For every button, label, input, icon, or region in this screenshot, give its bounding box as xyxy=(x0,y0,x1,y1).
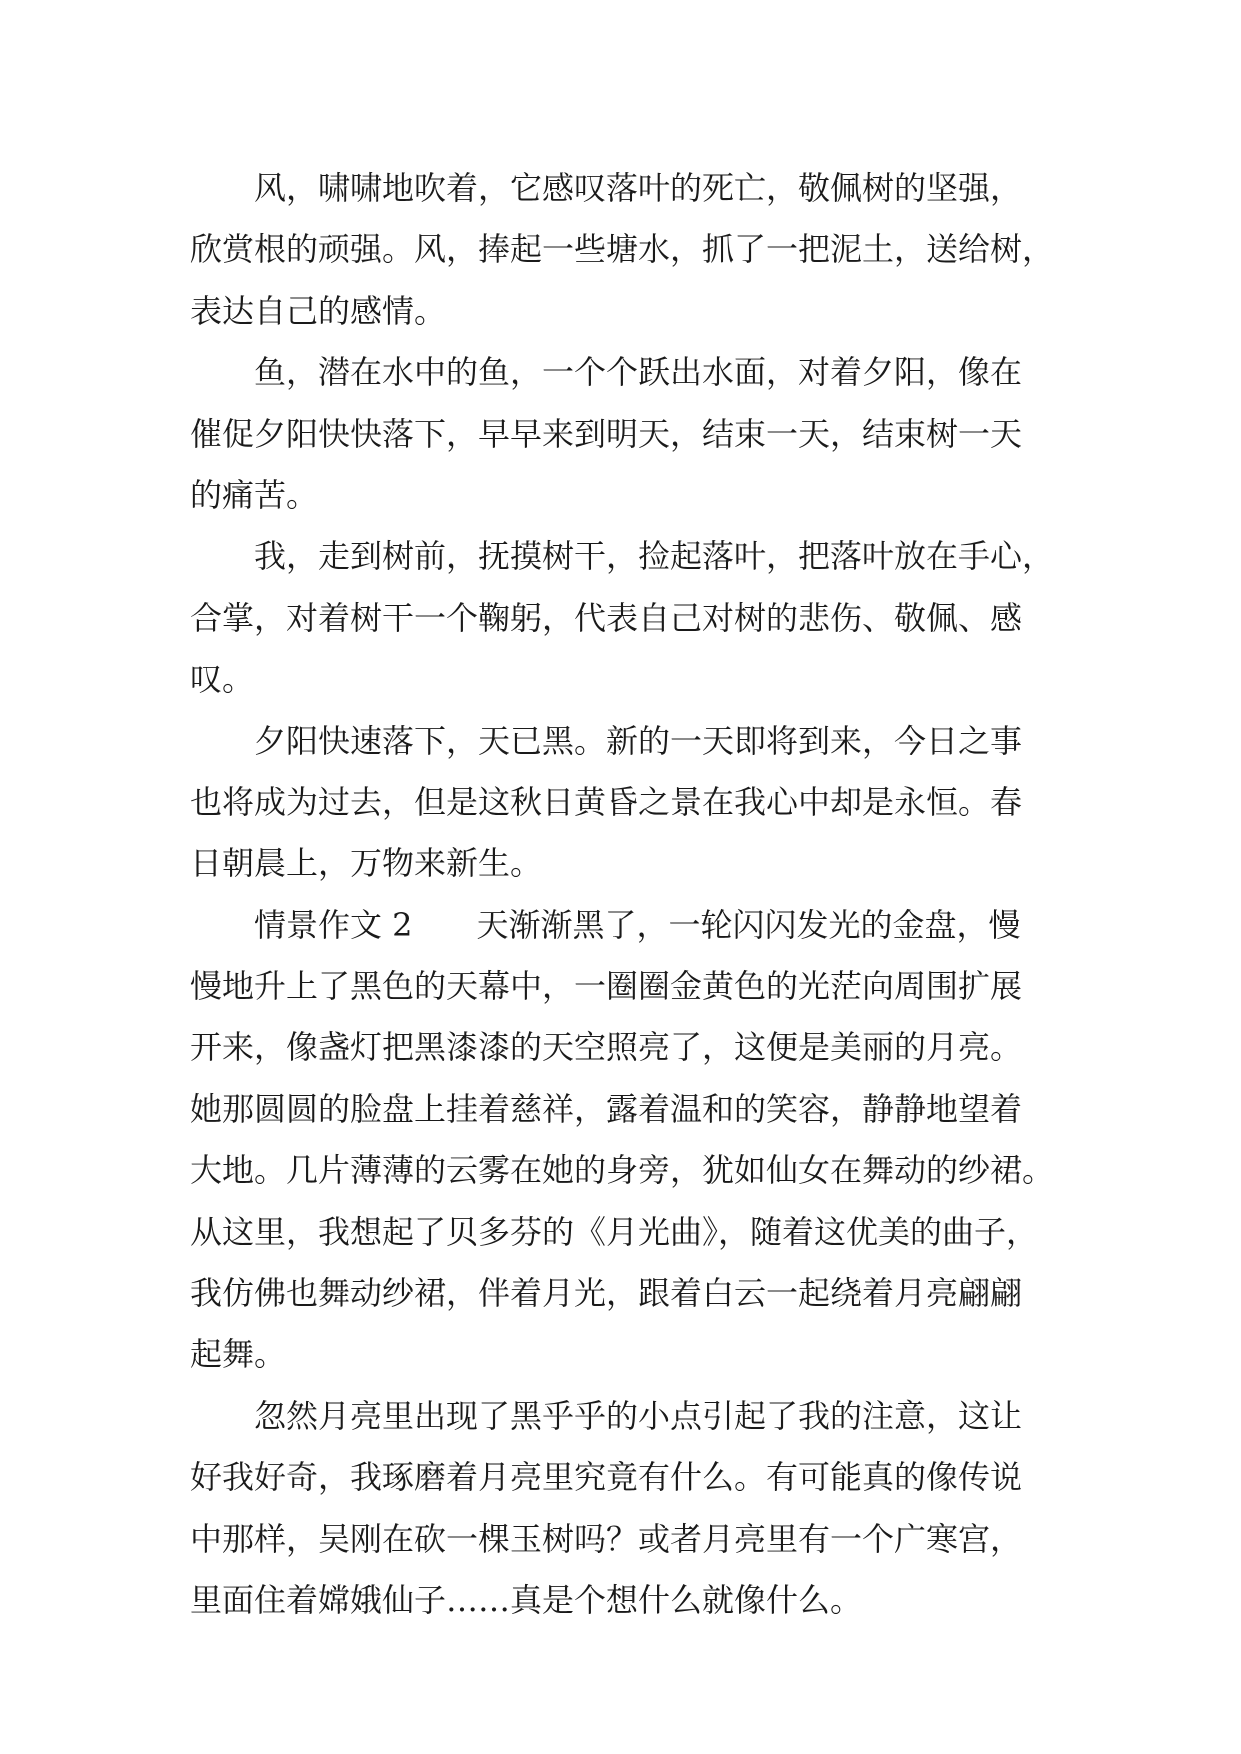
text-line: 慢地升上了黑色的天幕中，一圈圈金黄色的光茫向周围扩展 xyxy=(190,967,1023,1006)
text-line: 大地。几片薄薄的云雾在她的身旁，犹如仙女在舞动的纱裙。 xyxy=(190,1151,1055,1190)
text-line: 夕阳快速落下，天已黑。新的一天即将到来，今日之事 xyxy=(190,721,1023,760)
text-line: 合掌，对着树干一个鞠躬，代表自己对树的悲伤、敬佩、感 xyxy=(190,598,1023,637)
text-line: 忽然月亮里出现了黑乎乎的小点引起了我的注意，这让 xyxy=(190,1396,1023,1435)
text-line: 表达自己的感情。 xyxy=(190,291,447,330)
text-line: 欣赏根的顽强。风，捧起一些塘水，抓了一把泥土，送给树， xyxy=(190,230,1055,269)
text-line: 叹。 xyxy=(190,660,255,699)
text-line: 日朝晨上，万物来新生。 xyxy=(190,844,543,883)
text-line: 催促夕阳快快落下，早早来到明天，结束一天，结束树一天 xyxy=(190,414,1023,453)
text-line: 我，走到树前，抚摸树干，捡起落叶，把落叶放在手心， xyxy=(190,537,1055,576)
text-line: 里面住着嫦娥仙子……真是个想什么就像什么。 xyxy=(190,1580,863,1619)
text-line: 我仿佛也舞动纱裙，伴着月光，跟着白云一起绕着月亮翩翩 xyxy=(190,1274,1023,1313)
text-line: 也将成为过去，但是这秋日黄昏之景在我心中却是永恒。春 xyxy=(190,782,1023,821)
text-line: 鱼，潜在水中的鱼，一个个跃出水面，对着夕阳，像在 xyxy=(190,353,1023,392)
body-text xyxy=(190,158,1070,1631)
text-line: 的痛苦。 xyxy=(190,475,319,514)
text-line: 风，啸啸地吹着，它感叹落叶的死亡，敬佩树的坚强， xyxy=(190,169,1023,207)
text-line: 开来，像盏灯把黑漆漆的天空照亮了，这便是美丽的月亮。 xyxy=(190,1028,1023,1067)
text-line: 她那圆圆的脸盘上挂着慈祥，露着温和的笑容，静静地望着 xyxy=(190,1089,1023,1128)
text-line: 情景作文 2 天渐渐黑了，一轮闪闪发光的金盘，慢 xyxy=(190,905,1021,944)
text-line: 中那样，吴刚在砍一棵玉树吗？或者月亮里有一个广寒宫， xyxy=(190,1519,1023,1558)
text-line: 好我好奇，我琢磨着月亮里究竟有什么。有可能真的像传说 xyxy=(190,1458,1023,1497)
text-line: 从这里，我想起了贝多芬的《月光曲》，随着这优美的曲子， xyxy=(190,1212,1039,1251)
text-line: 起舞。 xyxy=(190,1335,287,1374)
